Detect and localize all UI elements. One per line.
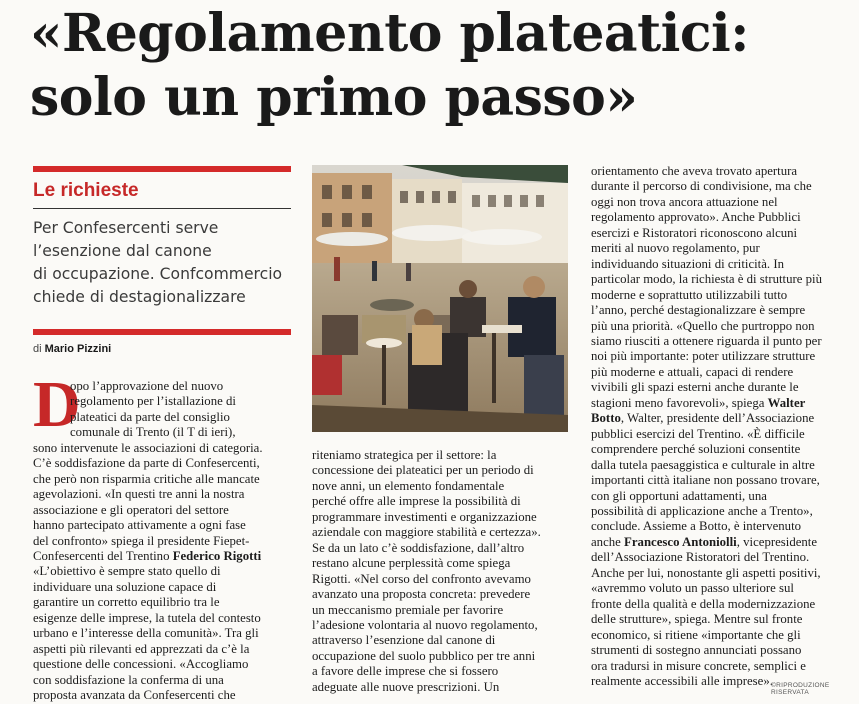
text-line: avanzato una proposta concreta: prevedere (312, 587, 531, 602)
text-line: pubblici esercizi del Trentino. «È difficile (591, 426, 805, 441)
drop-cap: D (33, 368, 81, 441)
text-line: concessione dei plateatici per un periodo di (312, 463, 534, 478)
byline-prefix: di (33, 343, 42, 355)
text-line: del confronto» spiega il presidente Fiepet- (33, 533, 250, 548)
headline-line-1: «Regolamento plateatici: (30, 3, 749, 64)
text-line: Se da un lato c’è soddisfazione, dall’altro (312, 540, 525, 555)
text-line: plateatici da parte del consiglio (70, 409, 230, 424)
text-line: urbano e l’interesse della comunità». Tra gli (33, 626, 259, 641)
text-line: adeguate alle nuove prescrizioni. Un (312, 679, 500, 694)
text-line: agevolazioni. «In questi tre anni la nostra (33, 487, 245, 502)
text-line: ora tradursi in misure concrete, semplici e (591, 658, 806, 673)
text-line: durante il percorso di condivisione, ma che (591, 179, 812, 194)
text-line: delle strutture», spiega. Mentre sul fronte (591, 612, 803, 627)
article-column-1 (33, 379, 291, 704)
article-column-3 (591, 164, 856, 689)
text-line: C’è soddisfazione da parte di Confesercenti, (33, 456, 260, 471)
text-line: conclude. Assieme a Botto, è intervenuto (591, 519, 802, 534)
text-line: attraverso l’esenzione dal canone di (312, 633, 496, 648)
sidebar-box (33, 166, 291, 309)
text-line-with-name (33, 549, 291, 564)
text-line-with-name (591, 396, 856, 411)
text-line: Rigotti. «Nel corso del confronto avevamo (312, 571, 531, 586)
text-line: economico, si ritiene «importante che gli (591, 627, 801, 642)
text-line: esigenze delle imprese, la tutela del contesto (33, 610, 261, 625)
text-line: «L’obiettivo è sempre stato quello di (33, 564, 221, 579)
sidebar-top-rule (33, 166, 291, 172)
text-line: perché offre alle imprese la possibilità di (312, 494, 521, 509)
text-line: l’anno, perché destagionalizzare è sempre (591, 303, 806, 318)
text-line: moderne e soprattutto utilizzabili tutto (591, 287, 788, 302)
name-rigotti: Federico Rigotti (172, 548, 262, 563)
text-line: nove anni, un elemento fondamentale (312, 478, 505, 493)
text-line: restano alcune perplessità come spiega (312, 556, 511, 571)
text-line: con soddisfazione la conferma di una (33, 672, 224, 687)
text-line: possibilità di applicazione anche a Trento», (591, 503, 813, 518)
text-line: vivibili gli spazi esterni anche durante le (591, 380, 799, 395)
text-line: aziendale con maggiore stabilità e certezza». (312, 525, 541, 540)
summary-line: di occupazione. Confcommercio (33, 265, 283, 283)
article-column-2 (312, 448, 572, 695)
text-line: sono intervenute le associazioni di categoria. (33, 440, 263, 455)
sidebar-divider (33, 208, 291, 209)
text-line: particolar modo, la richiesta è di strutture più (591, 272, 822, 287)
text-line: oggi non trova ancora attuazione nel (591, 194, 778, 209)
cafe-terrace-photo (312, 165, 568, 432)
text-line: strumenti di sostegno annunciati possano (591, 643, 802, 658)
text-line: regolamento per l’istallazione di (70, 394, 236, 409)
text-line: comunale di Trento (il T di ieri), (70, 425, 236, 440)
text-line: occupazione del suolo pubblico per tre anni (312, 648, 536, 663)
text-line: con gli opportuni adattamenti, una (591, 488, 767, 503)
text-line: questione delle concessioni. «Accogliamo (33, 657, 249, 672)
text-line: «avremmo voluto un passo ulteriore sul (591, 581, 794, 596)
text-line: più moderne e attuali, capaci di rendere (591, 364, 794, 379)
text-line: più una priorità. «Quello che purtroppo non (591, 318, 815, 333)
text-line: aspetti più rilevanti ed apprezzati da c’è la (33, 641, 250, 656)
text-line: noi più importante: poter utilizzare strutture (591, 349, 816, 364)
text-fragment: , Walter, presidente dell’Associazione (620, 411, 815, 426)
text-line: individuare una soluzione capace di (33, 579, 217, 594)
text-line: Anche per lui, nonostante gli aspetti positivi, (591, 565, 821, 580)
headline (30, 2, 850, 130)
text-line: esercizi e Ristoratori riconoscono alcuni (591, 225, 798, 240)
text-line: programmare investimenti e organizzazione (312, 509, 537, 524)
byline-author: Mario Pizzini (44, 343, 112, 355)
text-line: comprendere perché soluzioni consentite (591, 442, 801, 457)
text-line: realmente accessibili alle imprese». (591, 673, 773, 688)
text-line: individuando situazioni di criticità. In (591, 256, 784, 271)
text-line: orientamento che aveva trovato apertura (591, 164, 798, 178)
text-line: riteniamo strategica per il settore: la (312, 448, 497, 462)
sidebar-bottom-rule (33, 329, 291, 335)
summary-line: Per Confesercenti serve (33, 219, 219, 237)
summary-line: chiede di destagionalizzare (33, 288, 246, 306)
text-line: garantire un corretto equilibrio tra le (33, 595, 220, 610)
sidebar-summary (33, 217, 291, 309)
byline (33, 343, 111, 355)
text-fragment: , vicepresidente (736, 534, 818, 549)
text-line: opo l’approvazione del nuovo (70, 379, 224, 393)
text-line: dalla tutela paesaggistica e culturale in altre (591, 457, 815, 472)
text-fragment: anche (591, 534, 625, 549)
text-line: meriti al nuovo regolamento, pur (591, 241, 760, 256)
text-line: hanno partecipato attivamente a ogni fase (33, 518, 246, 533)
text-line: un meccanismo premiale per favorire (312, 602, 504, 617)
name-botto: Botto (591, 411, 621, 426)
headline-line-2: solo un primo passo» (30, 67, 638, 128)
text-line-with-name (591, 535, 856, 550)
name-antoniolli: Francesco Antoniolli (624, 534, 737, 549)
photo-illustration (312, 165, 568, 432)
summary-line: l’esenzione dal canone (33, 242, 212, 260)
text-line: importanti città italiane non possano trovare, (591, 473, 820, 488)
text-line: che però non risparmia critiche alle mancate (33, 471, 260, 486)
text-line: siamo riusciti a ottenere riguarda il punto per (591, 333, 822, 348)
text-line: a favore delle imprese che si fossero (312, 664, 499, 679)
text-line: associazione e gli operatori del settore (33, 502, 229, 517)
text-line-with-name (591, 411, 856, 426)
sidebar-title: Le richieste (33, 180, 139, 201)
text-line: dell’Associazione Ristoratori del Trentino. (591, 550, 810, 565)
text-fragment: Confesercenti del Trentino (33, 548, 173, 563)
text-line: regolamento approvato». Anche Pubblici (591, 210, 801, 225)
text-line: proposta avanzata da Confesercenti che (33, 688, 236, 703)
name-walter: Walter (767, 395, 806, 410)
copyright-credit: ©RIPRODUZIONE RISERVATA (771, 682, 830, 696)
text-line: l’adesione volontaria al nuovo regolamento, (312, 617, 538, 632)
text-fragment: stagioni meno favorevoli», spiega (591, 395, 768, 410)
text-line: fronte della qualità e della modernizzazione (591, 596, 816, 611)
